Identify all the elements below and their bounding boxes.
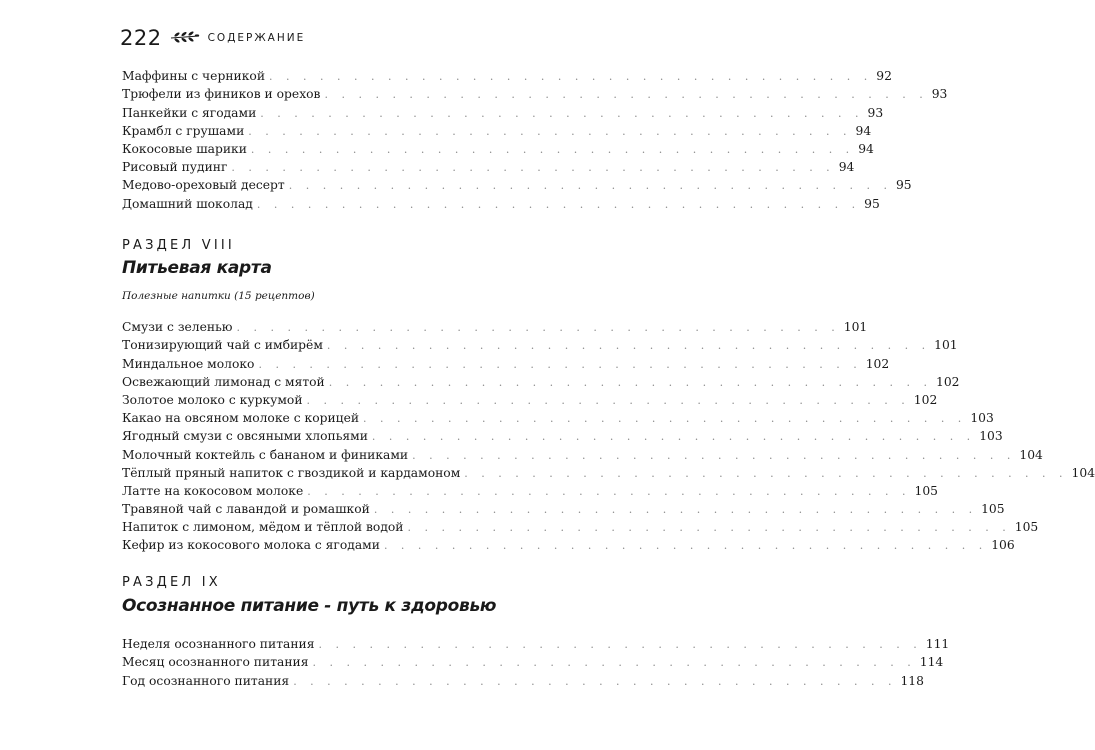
toc-entry-title: Кефир из кокосового молока с ягодами [122, 538, 380, 553]
toc-entry-page: 101 [843, 320, 868, 335]
page-number: 222 [120, 26, 162, 50]
toc-entry-page: 106 [991, 538, 1015, 553]
toc-entry-title: Напиток с лимоном, мёдом и тёплой водой [122, 520, 404, 535]
toc-entry[interactable]: Неделя осознанного питания . . . . . . . . . . . . . . . . . . . . . . . . . . . . . . . . . . . . 111 [122, 637, 950, 652]
toc-entry-title: Кокосовые шарики [122, 141, 247, 156]
toc-entry-page: 95 [864, 196, 880, 211]
toc-entry-title: Какао на овсяном молоке с корицей [122, 411, 360, 426]
toc-entry-title: Месяц осознанного питания [122, 655, 309, 670]
toc-entry[interactable]: Тёплый пряный напиток с гвоздикой и кардамоном . . . . . . . . . . . . . . . . . . . . . . . . . . . . . . . . . . . . 104 [122, 465, 1095, 480]
toc-entry[interactable]: Ягодный смузи с овсяными хлопьями . . . . . . . . . . . . . . . . . . . . . . . . . . . . . . . . . . . . 103 [122, 429, 1003, 444]
toc-entry-page: 95 [895, 178, 912, 193]
toc-entry-page: 103 [970, 411, 994, 426]
toc-entry-title: Домашний шоколад [122, 196, 253, 211]
toc-entry-title: Неделя осознанного питания [122, 637, 315, 652]
toc-entry-title: Маффины с черникой [122, 69, 266, 84]
toc-entry[interactable]: Какао на овсяном молоке с корицей . . . . . . . . . . . . . . . . . . . . . . . . . . . . . . . . . . . . 103 [122, 411, 994, 426]
toc-entry[interactable]: Травяной чай с лавандой и ромашкой . . . . . . . . . . . . . . . . . . . . . . . . . . . . . . . . . . . . 105 [122, 502, 1005, 517]
toc-entry-page: 118 [900, 673, 924, 688]
section-9-title: Осознанное питание - путь к здоровью [122, 596, 497, 616]
toc-entry-page: 94 [855, 123, 872, 138]
toc-entry-title: Травяной чай с лавандой и ромашкой [122, 502, 370, 517]
section-8-subtitle: Полезные напитки (15 рецептов) [122, 290, 315, 302]
toc-entry[interactable]: Кокосовые шарики . . . . . . . . . . . . . . . . . . . . . . . . . . . . . . . . . . . . 94 [122, 141, 874, 156]
toc-list-desserts [122, 65, 948, 211]
toc-entry[interactable]: Медово-ореховый десерт . . . . . . . . . . . . . . . . . . . . . . . . . . . . . . . . . . . . 95 [122, 178, 912, 193]
toc-entry-title: Освежающий лимонад с мятой [122, 374, 325, 389]
toc-entry-title: Медово-ореховый десерт [122, 178, 285, 193]
toc-entry-title: Латте на кокосовом молоке [122, 483, 304, 498]
toc-entry[interactable]: Освежающий лимонад с мятой . . . . . . . . . . . . . . . . . . . . . . . . . . . . . . . . . . . . 102 [122, 374, 960, 389]
toc-entry-page: 104 [1019, 447, 1043, 462]
toc-entry-page: 92 [876, 69, 892, 84]
toc-entry-page: 93 [867, 105, 884, 120]
section-8-title: Питьевая карта [122, 258, 272, 278]
toc-entry-page: 94 [858, 141, 874, 156]
page-header [120, 24, 305, 52]
laurel-branch-icon [170, 29, 200, 48]
toc-entry-title: Миндальное молоко [122, 356, 255, 371]
toc-entry[interactable]: Миндальное молоко . . . . . . . . . . . . . . . . . . . . . . . . . . . . . . . . . . . . 102 [122, 356, 890, 371]
toc-entry-title: Ягодный смузи с овсяными хлопьями [122, 429, 368, 444]
toc-entry[interactable]: Тонизирующий чай с имбирём . . . . . . . . . . . . . . . . . . . . . . . . . . . . . . . . . . . . 101 [122, 338, 958, 353]
toc-entry-page: 94 [838, 160, 855, 175]
toc-entry-page: 102 [913, 392, 938, 407]
toc-entry-page: 105 [981, 502, 1005, 517]
toc-entry-title: Тонизирующий чай с имбирём [122, 338, 323, 353]
toc-entry-title: Панкейки с ягодами [122, 105, 257, 120]
toc-entry[interactable]: Маффины с черникой . . . . . . . . . . . . . . . . . . . . . . . . . . . . . . . . . . . . 92 [122, 69, 892, 84]
section-9-label: РАЗДЕЛ IX [122, 575, 221, 590]
toc-entry-page: 104 [1071, 465, 1095, 480]
toc-entry-title: Трюфели из фиников и орехов [122, 87, 321, 102]
toc-entry-page: 114 [919, 655, 944, 670]
toc-entry[interactable]: Латте на кокосовом молоке . . . . . . . . . . . . . . . . . . . . . . . . . . . . . . . . . . . . 105 [122, 483, 938, 498]
toc-entry-title: Золотое молоко с куркумой [122, 392, 303, 407]
toc-entry-page: 102 [865, 356, 890, 371]
toc-entry-page: 111 [925, 637, 950, 652]
toc-entry-title: Тёплый пряный напиток с гвоздикой и кардамоном [122, 465, 461, 480]
running-section-title: СОДЕРЖАНИЕ [207, 32, 306, 44]
toc-entry[interactable]: Рисовый пудинг . . . . . . . . . . . . . . . . . . . . . . . . . . . . . . . . . . . . 94 [122, 160, 855, 175]
toc-entry[interactable]: Молочный коктейль с бананом и финиками . . . . . . . . . . . . . . . . . . . . . . . . . . . . . . . . . . . . 104 [122, 447, 1043, 462]
toc-entry[interactable]: Напиток с лимоном, мёдом и тёплой водой . . . . . . . . . . . . . . . . . . . . . . . . . . . . . . . . . . . . 105 [122, 520, 1039, 535]
toc-list-drinks [122, 316, 1095, 553]
toc-entry-page: 103 [979, 429, 1003, 444]
toc-entry-title: Год осознанного питания [122, 673, 290, 688]
toc-entry[interactable]: Крамбл с грушами . . . . . . . . . . . . . . . . . . . . . . . . . . . . . . . . . . . . 94 [122, 123, 872, 138]
toc-entry-page: 105 [1014, 520, 1039, 535]
toc-entry-page: 101 [934, 338, 958, 353]
toc-entry[interactable]: Трюфели из фиников и орехов . . . . . . . . . . . . . . . . . . . . . . . . . . . . . . . . . . . . 93 [122, 87, 948, 102]
toc-entry-page: 102 [936, 374, 960, 389]
toc-entry-title: Смузи с зеленью [122, 320, 233, 335]
toc-entry-page: 105 [914, 483, 938, 498]
toc-list-mindful-eating [122, 633, 950, 688]
toc-entry[interactable]: Год осознанного питания . . . . . . . . . . . . . . . . . . . . . . . . . . . . . . . . . . . . 118 [122, 673, 924, 688]
toc-entry-title: Молочный коктейль с бананом и финиками [122, 447, 409, 462]
toc-entry[interactable]: Смузи с зеленью . . . . . . . . . . . . . . . . . . . . . . . . . . . . . . . . . . . . 101 [122, 320, 868, 335]
toc-entry-page: 93 [931, 87, 948, 102]
section-8-label: РАЗДЕЛ VIII [122, 238, 235, 253]
toc-entry-title: Рисовый пудинг [122, 160, 228, 175]
toc-entry[interactable]: Месяц осознанного питания . . . . . . . . . . . . . . . . . . . . . . . . . . . . . . . . . . . . 114 [122, 655, 944, 670]
toc-entry[interactable]: Золотое молоко с куркумой . . . . . . . . . . . . . . . . . . . . . . . . . . . . . . . . . . . . 102 [122, 392, 938, 407]
toc-entry[interactable]: Панкейки с ягодами . . . . . . . . . . . . . . . . . . . . . . . . . . . . . . . . . . . . 93 [122, 105, 884, 120]
toc-entry[interactable]: Кефир из кокосового молока с ягодами . . . . . . . . . . . . . . . . . . . . . . . . . . . . . . . . . . . . 106 [122, 538, 1015, 553]
toc-entry[interactable]: Домашний шоколад . . . . . . . . . . . . . . . . . . . . . . . . . . . . . . . . . . . . 95 [122, 196, 880, 211]
toc-entry-title: Крамбл с грушами [122, 123, 245, 138]
